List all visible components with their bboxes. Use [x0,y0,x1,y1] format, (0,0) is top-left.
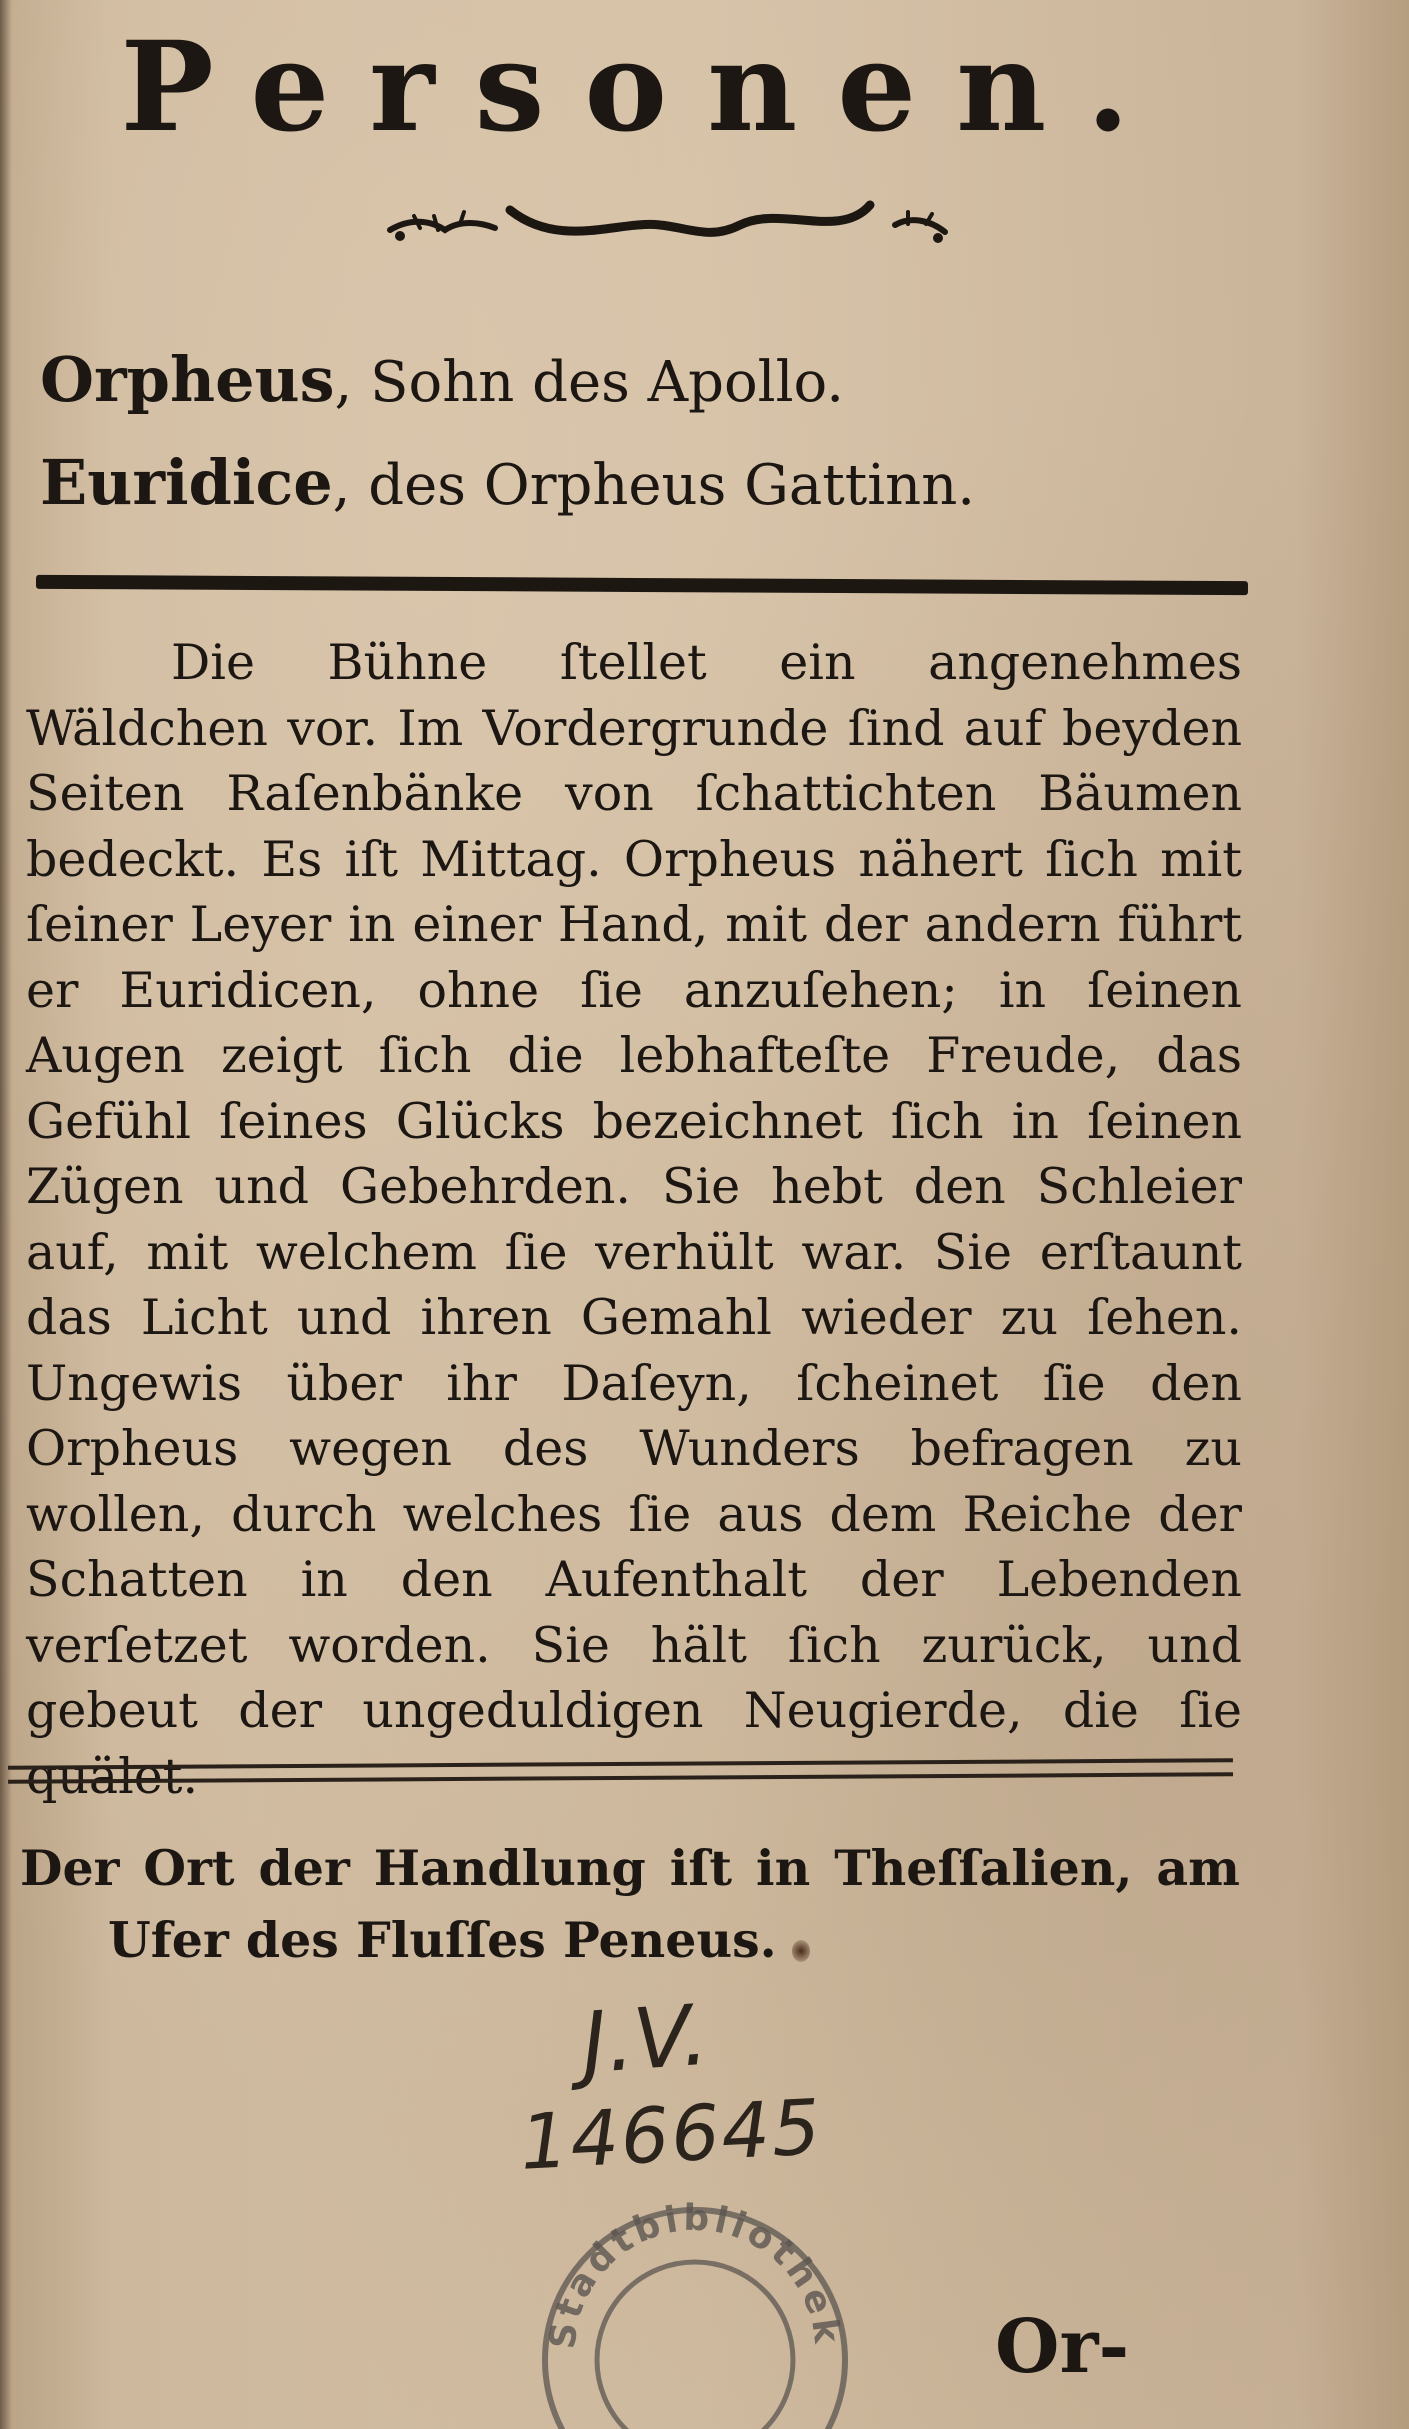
stamp-text: Stadtbibliothek [542,2197,848,2352]
setting-note [20,1832,1240,1976]
person-description: , Sohn des Apollo. [334,350,845,415]
person-entry-euridice [40,433,1240,536]
ornament-divider-icon [360,180,950,270]
handwritten-inventory-number: 146645 [517,2082,825,2187]
library-stamp-icon [515,2160,875,2429]
catchword: Or- [995,2304,1130,2390]
page-edge-shadow [0,0,12,2429]
svg-text:Stadtbibliothek [542,2198,847,2351]
person-name: Orpheus [40,343,335,416]
person-description: , des Orpheus Gattinn. [332,453,976,518]
person-name: Euridice [40,446,333,519]
setting-line-2: Ufer des Fluſſes Peneus. [108,1911,777,1969]
stage-description: Die Bühne ſtellet ein angenehmes Wäldchen vor. Im Vordergrunde ſind auf beyden Seiten Raſenbänke von ſchattichten Bäumen bedeckt. Es iſt Mittag. Orpheus nähert ſich mit ſeiner Leyer in einer Hand, mit der andern führt er Euridicen, ohne ſie anzuſehen; in ſeinen Augen zeigt ſich die lebhafteſte Freude, das Gefühl ſeines Glücks bezeichnet ſich in ſeinen Zügen und Gebehrden. Sie hebt den Schleier auf, mit welchem ſie verhült war. Sie erſtaunt das Licht und ihren Gemahl wieder zu ſehen. Ungewis über ihr Daſeyn, ſcheinet ſie den Orpheus wegen des Wunders befragen zu wollen, durch welches ſie aus dem Reiche der Schatten in den Aufenthalt der Lebenden verſetzet worden. Sie hält ſich zurück, und gebeut der ungeduldigen Neugierde, die ſie quälet. [26,634,1242,1805]
page-title: Personen. [120,15,1170,160]
ink-spot [792,1940,810,1962]
setting-line-1: Der Ort der Handlung iſt in Theſſalien, am [20,1839,1240,1897]
dramatis-personae [40,330,1240,536]
handwritten-shelfmark: J.V. [578,1985,712,2093]
person-entry-orpheus [40,330,1240,433]
thick-rule [36,575,1248,595]
